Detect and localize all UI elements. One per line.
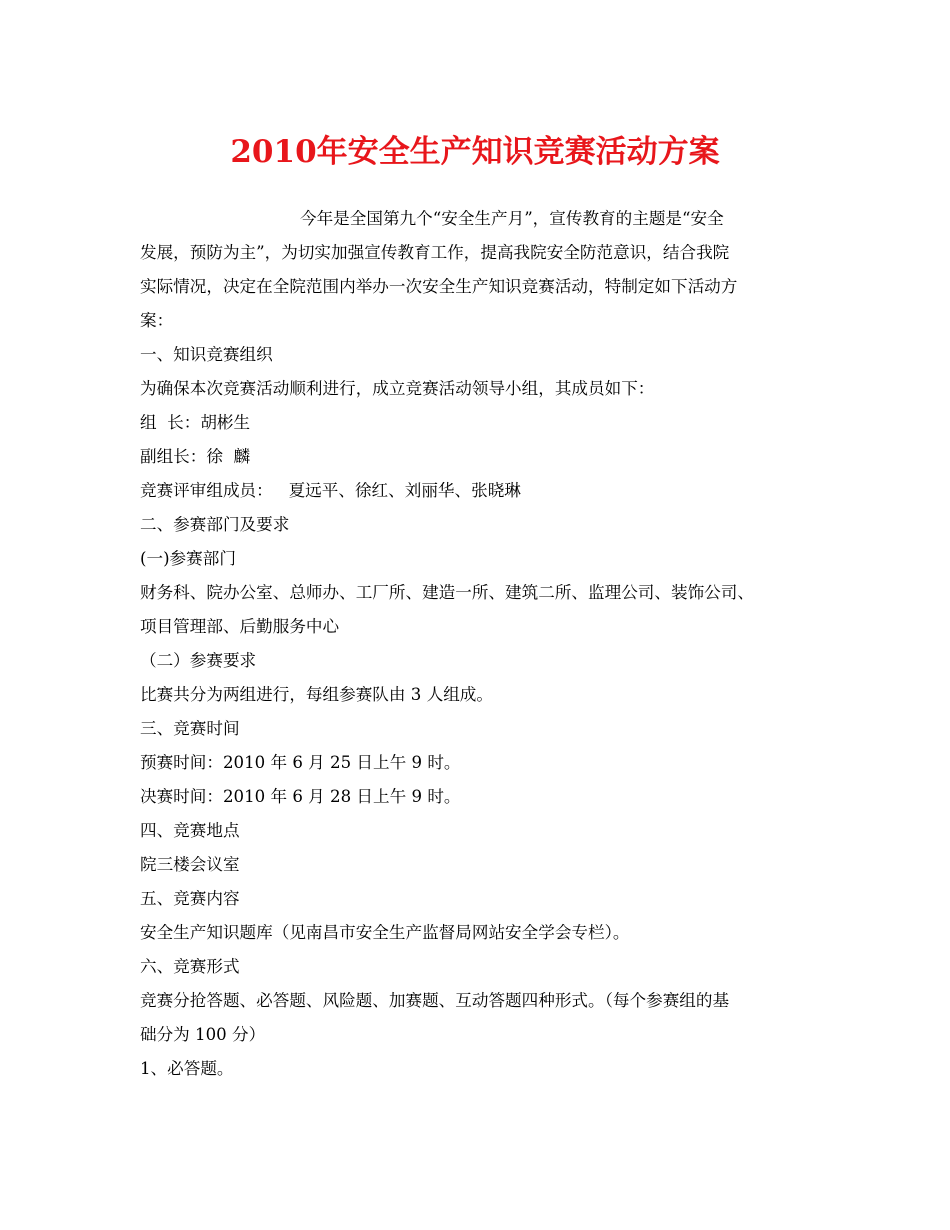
document-title: 2010年安全生产知识竞赛活动方案 bbox=[230, 134, 720, 170]
document-body bbox=[140, 202, 812, 1086]
member-line: 副组长：徐 麟 bbox=[140, 447, 251, 466]
paragraph-line: 项目管理部、后勤服务中心 bbox=[140, 617, 340, 636]
section-heading: 六、竞赛形式 bbox=[140, 957, 240, 976]
section-heading: 二、参赛部门及要求 bbox=[140, 515, 290, 534]
paragraph-line: 竞赛分抢答题、必答题、风险题、加赛题、互动答题四种形式。（每个参赛组的基 bbox=[140, 991, 730, 1010]
section-heading: 五、竞赛内容 bbox=[140, 889, 240, 908]
paragraph-line: 今年是全国第九个“安全生产月”，宣传教育的主题是“安全 bbox=[300, 209, 724, 228]
section-heading: 一、知识竞赛组织 bbox=[140, 345, 273, 364]
paragraph-line: 础分为 100 分） bbox=[140, 1025, 266, 1044]
subsection-heading: （二）参赛要求 bbox=[140, 651, 257, 670]
member-line: 组 长：胡彬生 bbox=[140, 413, 251, 432]
member-line: 竞赛评审组成员： 夏远平、徐红、刘丽华、张晓琳 bbox=[140, 481, 521, 500]
paragraph-line: 院三楼会议室 bbox=[140, 855, 240, 874]
paragraph-line: 预赛时间：2010 年 6 月 25 日上午 9 时。 bbox=[140, 753, 461, 772]
subsection-heading: (一)参赛部门 bbox=[140, 549, 236, 568]
paragraph-line: 发展，预防为主”，为切实加强宣传教育工作，提高我院安全防范意识，结合我院 bbox=[140, 243, 730, 262]
section-heading: 三、竞赛时间 bbox=[140, 719, 240, 738]
paragraph-line: 案： bbox=[140, 311, 174, 330]
section-heading: 四、竞赛地点 bbox=[140, 821, 240, 840]
paragraph-line: 决赛时间：2010 年 6 月 28 日上午 9 时。 bbox=[140, 787, 461, 806]
paragraph-line: 安全生产知识题库（见南昌市安全生产监督局网站安全学会专栏）。 bbox=[140, 923, 630, 942]
paragraph-line: 比赛共分为两组进行，每组参赛队由 3 人组成。 bbox=[140, 685, 493, 704]
paragraph-line: 实际情况，决定在全院范围内举办一次安全生产知识竞赛活动，特制定如下活动方 bbox=[140, 277, 738, 296]
paragraph-line: 为确保本次竞赛活动顺利进行，成立竞赛活动领导小组，其成员如下： bbox=[140, 379, 655, 398]
paragraph-line: 财务科、院办公室、总师办、工厂所、建造一所、建筑二所、监理公司、装饰公司、 bbox=[140, 583, 754, 602]
paragraph-line: 1、必答题。 bbox=[140, 1059, 234, 1078]
